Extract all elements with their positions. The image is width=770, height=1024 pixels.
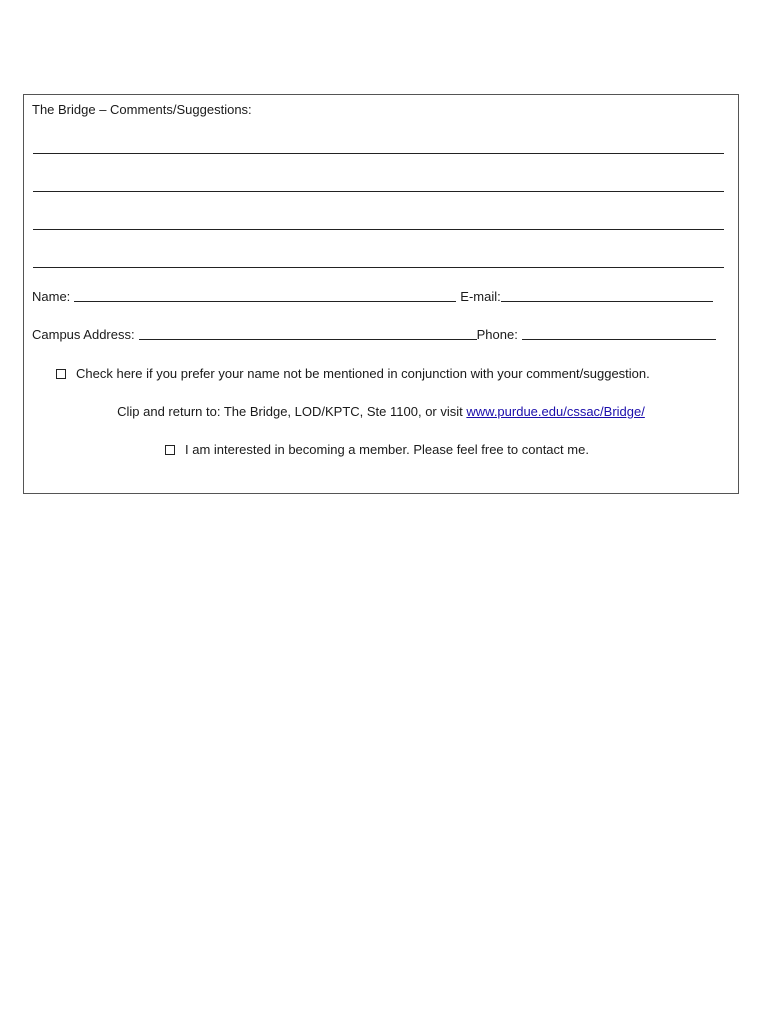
- campus-address-label: Campus Address:: [32, 327, 135, 342]
- membership-option: [165, 442, 589, 457]
- return-text: Clip and return to: The Bridge, LOD/KPTC, Ste 1100, or visit: [117, 404, 463, 419]
- membership-checkbox-label: I am interested in becoming a member. Please feel free to contact me.: [185, 442, 589, 457]
- comment-card: [23, 94, 739, 494]
- comment-line-2[interactable]: [33, 191, 724, 192]
- name-field[interactable]: [74, 289, 456, 302]
- return-instructions: [24, 404, 738, 419]
- phone-field[interactable]: [522, 327, 716, 340]
- bridge-website-link[interactable]: www.purdue.edu/cssac/Bridge/: [466, 404, 645, 419]
- name-label: Name:: [32, 289, 71, 304]
- address-phone-row: [32, 327, 716, 342]
- comment-line-1[interactable]: [33, 153, 724, 154]
- comment-line-3[interactable]: [33, 229, 724, 230]
- name-email-row: [32, 289, 713, 304]
- comment-line-4[interactable]: [33, 267, 724, 268]
- membership-checkbox[interactable]: [165, 445, 175, 455]
- campus-address-field[interactable]: [139, 327, 477, 340]
- anonymity-option: [56, 366, 650, 381]
- email-label: E-mail:: [460, 289, 501, 304]
- phone-label: Phone:: [476, 327, 518, 342]
- anonymity-checkbox-label: Check here if you prefer your name not be mentioned in conjunction with your comment/suggestion.: [76, 366, 650, 381]
- email-field[interactable]: [501, 289, 713, 302]
- anonymity-checkbox[interactable]: [56, 369, 66, 379]
- card-heading: The Bridge – Comments/Suggestions:: [32, 102, 252, 117]
